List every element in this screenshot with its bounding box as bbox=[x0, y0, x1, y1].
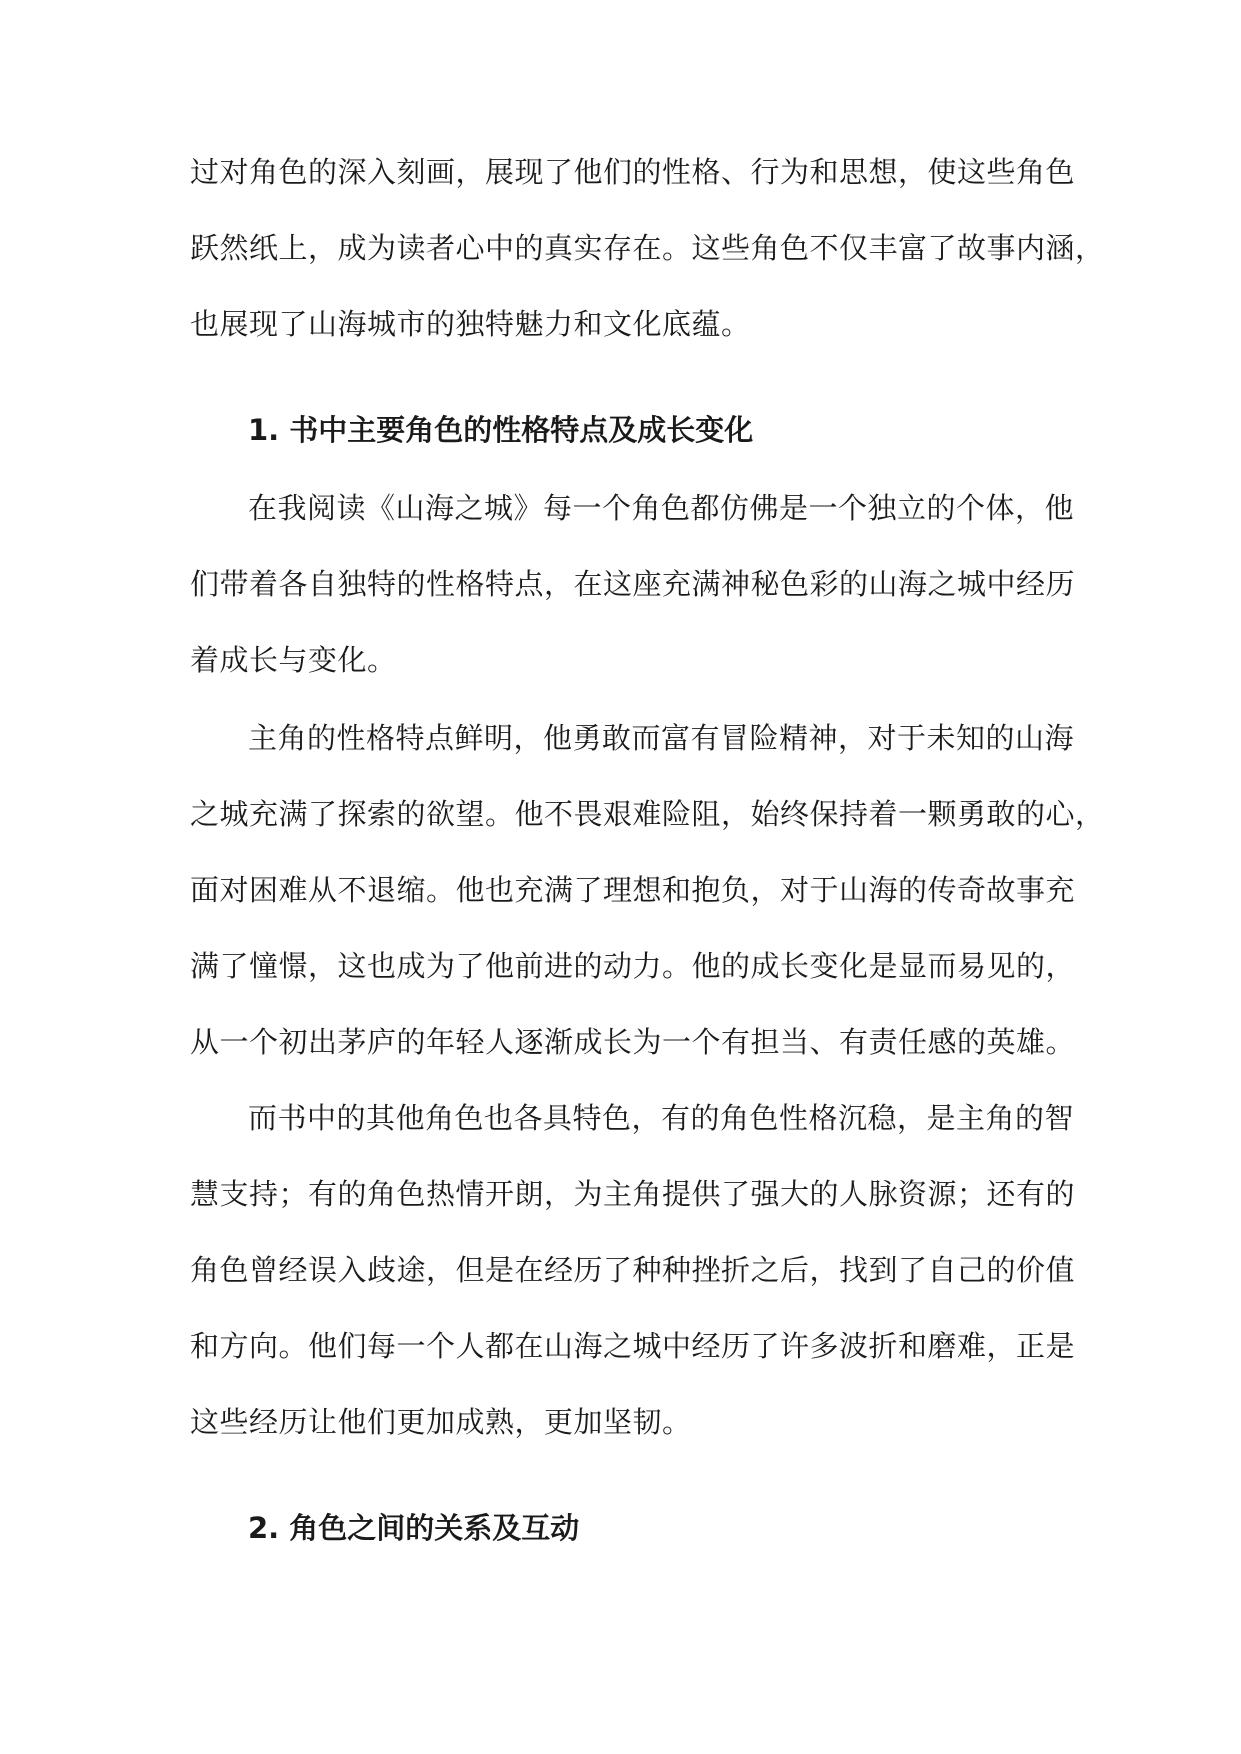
paragraph-line: 从一个初出茅庐的年轻人逐渐成长为一个有担当、有责任感的英雄。 bbox=[190, 1025, 1076, 1059]
paragraph-line: 和方向。他们每一个人都在山海之城中经历了许多波折和磨难，正是 bbox=[190, 1329, 1076, 1363]
paragraph-line: 们带着各自独特的性格特点，在这座充满神秘色彩的山海之城中经历 bbox=[190, 567, 1076, 601]
paragraph-line: 跃然纸上，成为读者心中的真实存在。这些角色不仅丰富了故事内涵， bbox=[190, 231, 1105, 265]
paragraph-line: 在我阅读《山海之城》每一个角色都仿佛是一个独立的个体，他 bbox=[248, 491, 1075, 525]
section-heading-1: 1. 书中主要角色的性格特点及成长变化 bbox=[248, 413, 754, 447]
section-heading-2: 2. 角色之间的关系及互动 bbox=[248, 1511, 580, 1545]
paragraph-line: 过对角色的深入刻画，展现了他们的性格、行为和思想，使这些角色 bbox=[190, 155, 1076, 189]
paragraph-line: 着成长与变化。 bbox=[190, 643, 397, 677]
paragraph-line: 主角的性格特点鲜明，他勇敢而富有冒险精神，对于未知的山海 bbox=[248, 721, 1075, 755]
paragraph-line: 满了憧憬，这也成为了他前进的动力。他的成长变化是显而易见的， bbox=[190, 949, 1076, 983]
paragraph-line: 这些经历让他们更加成熟，更加坚韧。 bbox=[190, 1405, 692, 1439]
paragraph-line: 而书中的其他角色也各具特色，有的角色性格沉稳，是主角的智 bbox=[248, 1101, 1075, 1135]
paragraph-line: 也展现了山海城市的独特魅力和文化底蕴。 bbox=[190, 307, 751, 341]
paragraph-line: 面对困难从不退缩。他也充满了理想和抱负，对于山海的传奇故事充 bbox=[190, 873, 1076, 907]
paragraph-line: 之城充满了探索的欲望。他不畏艰难险阻，始终保持着一颗勇敢的心， bbox=[190, 797, 1105, 831]
paragraph-line: 慧支持；有的角色热情开朗，为主角提供了强大的人脉资源；还有的 bbox=[190, 1177, 1076, 1211]
paragraph-line: 角色曾经误入歧途，但是在经历了种种挫折之后，找到了自己的价值 bbox=[190, 1253, 1076, 1287]
